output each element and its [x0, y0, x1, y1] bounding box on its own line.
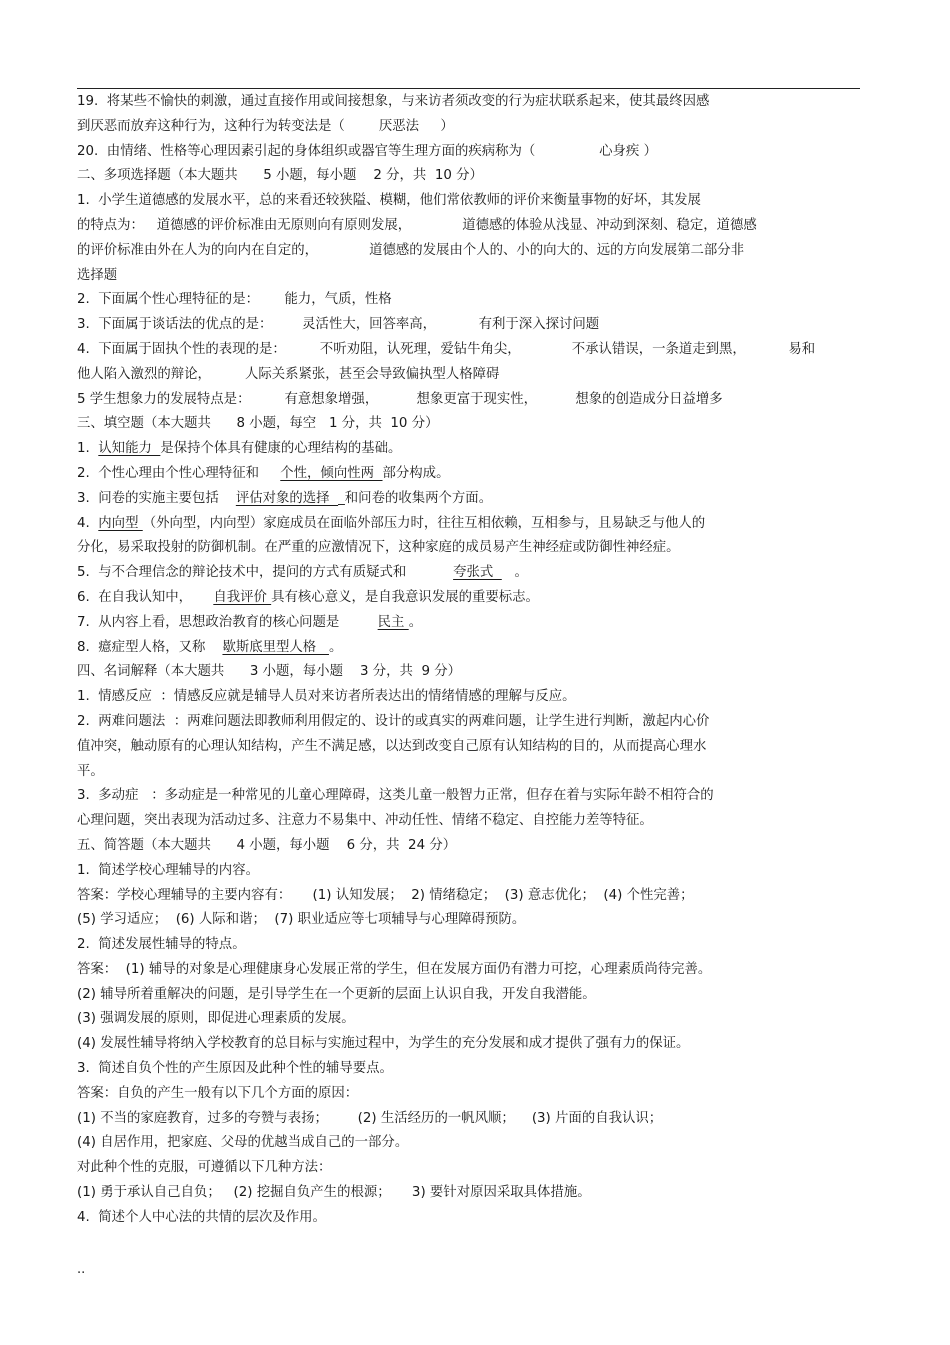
line-text: 具有核心意义，是自我意识发展的重要标志。	[271, 589, 539, 605]
text-line	[77, 760, 867, 785]
text-line	[77, 214, 867, 239]
fill-answer: 认知能力	[98, 441, 161, 457]
text-line	[77, 834, 867, 859]
text-line	[77, 140, 867, 165]
line-text: 四、名词解释（本大题共 3 小题，每小题 3 分，共 9 分）	[77, 664, 461, 680]
line-text: _和问卷的收集两个方面。	[338, 490, 493, 506]
text-line	[77, 660, 867, 685]
line-text: (4) 发展性辅导将纳入学校教育的总目标与实施过程中，为学生的充分发展和成才提供了强有力的保证。	[77, 1036, 690, 1052]
line-text: 是保持个体具有健康的心理结构的基础。	[160, 441, 402, 457]
text-line	[77, 239, 867, 264]
line-text: 3. 问卷的实施主要包括	[77, 490, 236, 506]
text-line	[77, 735, 867, 760]
line-text: 选择题	[77, 267, 118, 283]
line-text: 1. 简述学校心理辅导的内容。	[77, 862, 259, 878]
line-text: 2. 简述发展性辅导的特点。	[77, 937, 246, 953]
line-text: 平。	[77, 763, 104, 779]
line-text: 6. 在自我认知中，	[77, 589, 214, 605]
text-line	[77, 908, 867, 933]
line-text: 4.	[77, 515, 99, 531]
line-text: 20. 由情绪、性格等心理因素引起的身体组织或器官等生理方面的疾病称为（ 心身疾 ）	[77, 143, 657, 159]
text-line	[77, 1181, 867, 1206]
text-line	[77, 288, 867, 313]
text-line	[77, 363, 867, 388]
text-line	[77, 412, 867, 437]
line-text: 8. 癔症型人格，又称	[77, 639, 223, 655]
line-text: 2. 个性心理由个性心理特征和	[77, 465, 281, 481]
line-text: 4. 下面属于固执个性的表现的是： 不听劝阻，认死理，爱钻牛角尖， 不承认错误，一条道走到黑， 易和	[77, 341, 816, 357]
text-line	[77, 1206, 867, 1231]
line-text: 他人陷入激烈的辩论， 人际关系紧张，甚至会导致偏执型人格障碍	[77, 366, 500, 382]
line-text: 3. 下面属于谈话法的优点的是： 灵活性大，回答率高， 有利于深入探讨问题	[77, 317, 600, 333]
fill-answer: 个性，倾向性两	[280, 465, 383, 481]
line-text: 。	[501, 565, 528, 581]
line-text: 3. 多动症 ：多动症是一种常见的儿童心理障碍，这类儿童一般智力正常，但存在着与实际年龄不相符合的	[77, 788, 714, 804]
text-line	[77, 1057, 867, 1082]
line-text: 分化，易采取投射的防御机制。在严重的应激情况下，这种家庭的成员易产生神经症或防御性神经症。	[77, 540, 680, 556]
line-text: 1.	[77, 441, 99, 457]
text-line	[77, 1032, 867, 1057]
line-text: （外向型，内向型）家庭成员在面临外部压力时，往往互相依赖，互相参与，且易缺乏与他人的	[142, 515, 706, 531]
text-line	[77, 809, 867, 834]
text-line	[77, 611, 867, 636]
line-text: 4. 简述个人中心法的共情的层次及作用。	[77, 1209, 326, 1225]
text-line	[77, 859, 867, 884]
text-line	[77, 586, 867, 611]
line-text: 二、多项选择题（本大题共 5 小题，每小题 2 分，共 10 分）	[77, 168, 483, 184]
text-line	[77, 164, 867, 189]
text-line	[77, 884, 867, 909]
line-text: 1. 情感反应 ：情感反应就是辅导人员对来访者所表达出的情绪情感的理解与反应。	[77, 689, 576, 705]
text-line	[77, 189, 867, 214]
line-text: (1) 不当的家庭教育，过多的夸赞与表扬； (2) 生活经历的一帆风顺； (3) 片面的自我认识；	[77, 1110, 663, 1126]
text-line	[77, 388, 867, 413]
line-text: (3) 强调发展的原则，即促进心理素质的发展。	[77, 1011, 355, 1027]
fill-answer: 自我评价	[213, 589, 272, 605]
text-line	[77, 685, 867, 710]
fill-answer: 歇斯底里型人格	[222, 639, 329, 655]
line-text: 五、简答题（本大题共 4 小题，每小题 6 分，共 24 分）	[77, 837, 457, 853]
line-text: 部分构成。	[382, 465, 450, 481]
line-text: (5) 学习适应； (6) 人际和谐； (7) 职业适应等七项辅导与心理障碍预防。	[77, 912, 526, 928]
line-text: 的特点为： 道德感的评价标准由无原则向有原则发展， 道德感的体验从浅显、冲动到深刻、稳定，道德感	[77, 217, 757, 233]
line-text: 5 学生想象力的发展特点是： 有意想象增强， 想象更富于现实性， 想象的创造成分日益增多	[77, 391, 723, 407]
line-text: 1. 小学生道德感的发展水平，总的来看还较狭隘、模糊，他们常依教师的评价来衡量事物的好坏，其发展	[77, 193, 701, 209]
fill-answer: 夸张式	[453, 565, 502, 581]
text-line	[77, 1007, 867, 1032]
line-text: 。	[328, 639, 343, 655]
header-rule	[77, 88, 860, 89]
text-line	[77, 512, 867, 537]
text-line	[77, 933, 867, 958]
line-text: 答案： (1) 辅导的对象是心理健康身心发展正常的学生，但在发展方面仍有潜力可挖，心理素质尚待完善。	[77, 961, 712, 977]
text-line	[77, 264, 867, 289]
text-line	[77, 1156, 867, 1181]
line-text: 。	[408, 614, 423, 630]
text-line	[77, 313, 867, 338]
line-text: 的评价标准由外在人为的向内在自定的， 道德感的发展由个人的、小的向大的、远的方向发展第二部分非	[77, 242, 745, 258]
line-text: 答案：学校心理辅导的主要内容有： (1) 认知发展； 2) 情绪稳定； (3) 意志优化； (4) 个性完善；	[77, 887, 694, 903]
line-text: 5. 与不合理信念的辩论技术中，提问的方式有质疑式和	[77, 565, 454, 581]
text-line	[77, 636, 867, 661]
document-body	[77, 90, 867, 1231]
fill-answer: 评估对象的选择	[235, 490, 339, 506]
line-text: 到厌恶而放弃这种行为，这种行为转变法是（ 厌恶法 ）	[77, 118, 454, 134]
line-text: 心理问题，突出表现为活动过多、注意力不易集中、冲动任性、情绪不稳定、自控能力差等特征。	[77, 813, 653, 829]
fill-answer: 民主	[377, 614, 409, 630]
line-text: 2. 两难问题法 ：两难问题法即教师利用假定的、设计的或真实的两难问题，让学生进行判断，激起内心价	[77, 713, 710, 729]
text-line	[77, 462, 867, 487]
text-line	[77, 784, 867, 809]
text-line	[77, 1107, 867, 1132]
text-line	[77, 561, 867, 586]
text-line	[77, 1131, 867, 1156]
line-text: 三、填空题（本大题共 8 小题，每空 1 分，共 10 分）	[77, 416, 439, 432]
line-text: 答案：自负的产生一般有以下几个方面的原因：	[77, 1085, 359, 1101]
text-line	[77, 536, 867, 561]
text-line	[77, 983, 867, 1008]
line-text: 19. 将某些不愉快的刺激，通过直接作用或间接想象，与来访者须改变的行为症状联系起来，使其最终因感	[77, 94, 710, 109]
text-line	[77, 710, 867, 735]
line-text: (2) 辅导所着重解决的问题，是引导学生在一个更新的层面上认识自我，开发自我潜能。	[77, 986, 596, 1002]
line-text: 值冲突，触动原有的心理认知结构，产生不满足感，以达到改变自己原有认知结构的目的，从而提高心理水	[77, 738, 707, 754]
line-text: (4) 自居作用，把家庭、父母的优越当成自己的一部分。	[77, 1135, 409, 1151]
text-line	[77, 1082, 867, 1107]
text-line	[77, 437, 867, 462]
line-text: 7. 从内容上看，思想政治教育的核心问题是	[77, 614, 378, 630]
text-line	[77, 115, 867, 140]
line-text: 2. 下面属个性心理特征的是： 能力，气质，性格	[77, 292, 392, 308]
line-text: 3. 简述自负个性的产生原因及此种个性的辅导要点。	[77, 1061, 393, 1077]
text-line	[77, 338, 867, 363]
line-text: (1) 勇于承认自己自负； (2) 挖掘自负产生的根源； 3) 要针对原因采取具体措施。	[77, 1185, 591, 1201]
text-line	[77, 90, 867, 115]
line-text: 对此种个性的克服，可遵循以下几种方法：	[77, 1160, 332, 1176]
text-line	[77, 958, 867, 983]
page-footer: ..	[77, 1262, 86, 1277]
fill-answer: 内向型	[98, 515, 143, 531]
text-line	[77, 487, 867, 512]
